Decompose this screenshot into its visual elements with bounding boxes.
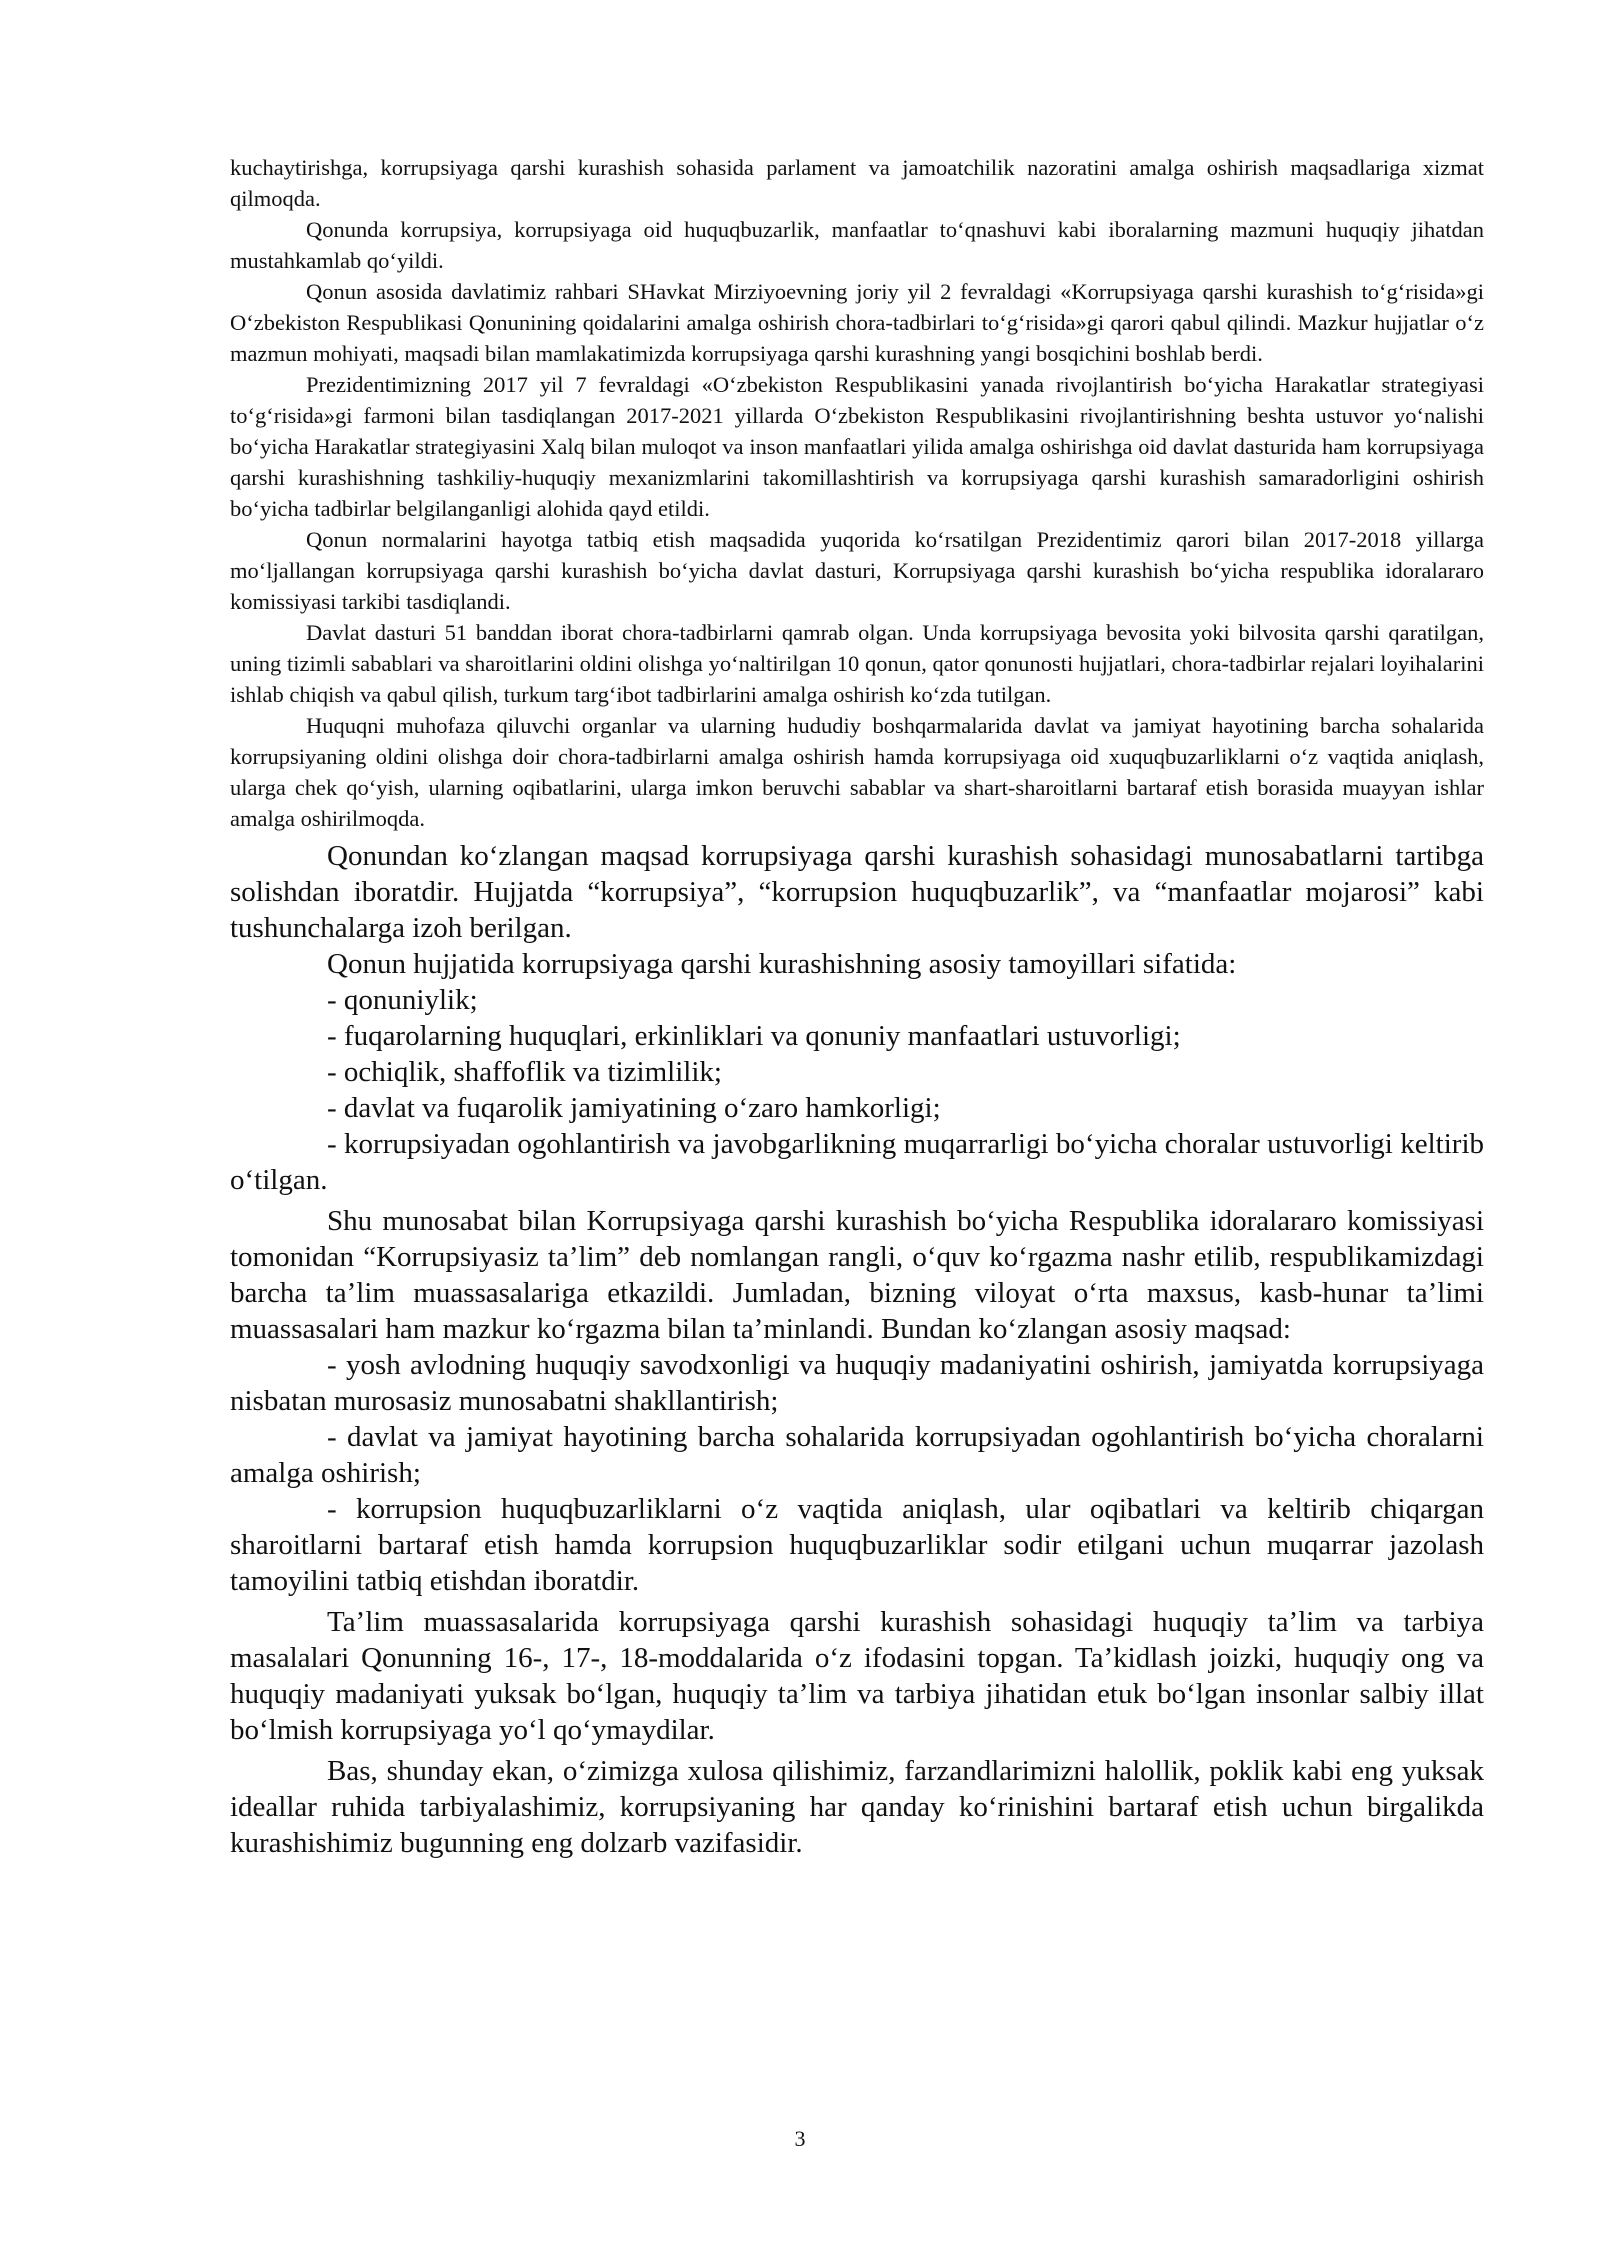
list-item: - yosh avlodning huquqiy savodxonligi va huquqiy madaniyatini oshirish, jamiyatda korrupsiyaga nisbatan murosasiz munosabatni shakllantirish;	[230, 1349, 1484, 1417]
paragraph: Davlat dasturi 51 banddan iborat chora-tadbirlarni qamrab olgan. Unda korrupsiyaga bevosita yoki bilvosita qarshi qaratilgan, uning tizimli sabablari va sharoitlarini oldini olishga yo‘naltirilgan 10 qonun, qator qonunosti hujjatlari, chora-tadbirlar rejalari loyihalarini ishlab chiqish va qabul qilish, turkum targ‘ibot tadbirlarini amalga oshirish ko‘zda tutilgan.	[230, 620, 1484, 707]
paragraph: Qonunda korrupsiya, korrupsiyaga oid huquqbuzarlik, manfaatlar to‘qnashuvi kabi iboralarning mazmuni huquqiy jihatdan mustahkamlab qo‘yildi.	[230, 217, 1484, 273]
paragraph: Prezidentimizning 2017 yil 7 fevraldagi «O‘zbekiston Respublikasini yanada rivojlantirish bo‘yicha Harakatlar strategiyasi to‘g‘risida»gi farmoni bilan tasdiqlangan 2017-2021 yillarda O‘zbekiston Respublikasini rivojlantirishning beshta ustuvor yo‘nalishi bo‘yicha Harakatlar strategiyasini Xalq bilan muloqot va inson manfaatlari yilida amalga oshirishga oid davlat dasturida ham korrupsiyaga qarshi kurashishning tashkiliy-huquqiy mexanizmlarini takomillashtirish va korrupsiyaga qarshi kurashish samaradorligini oshirish bo‘yicha tadbirlar belgilanganligi alohida qayd etildi.	[230, 372, 1484, 521]
paragraph: Qonun asosida davlatimiz rahbari SHavkat Mirziyoevning joriy yil 2 fevraldagi «Korrupsiyaga qarshi kurashish to‘g‘risida»gi O‘zbekiston Respublikasi Qonunining qoidalarini amalga oshirish chora-tadbirlari to‘g‘risida»gi qarori qabul qilindi. Mazkur hujjatlar o‘z mazmun mohiyati, maqsadi bilan mamlakatimizda korrupsiyaga qarshi kurashning yangi bosqichini boshlab berdi.	[230, 279, 1484, 366]
paragraph: Shu munosabat bilan Korrupsiyaga qarshi kurashish bo‘yicha Respublika idoralararo komissiyasi tomonidan “Korrupsiyasiz ta’lim” deb nomlangan rangli, o‘quv ko‘rgazma nashr etilib, respublikamizdagi barcha ta’lim muassasalariga etkazildi. Jumladan, bizning viloyat o‘rta maxsus, kasb-hunar ta’limi muassasalari ham mazkur ko‘rgazma bilan ta’minlandi. Bundan ko‘zlangan asosiy maqsad:	[230, 1205, 1484, 1345]
paragraph: kuchaytirishga, korrupsiyaga qarshi kurashish sohasida parlament va jamoatchilik nazoratini amalga oshirish maqsadlariga xizmat qilmoqda.	[230, 155, 1484, 211]
paragraph: Bas, shunday ekan, o‘zimizga xulosa qilishimiz, farzandlarimizni halollik, poklik kabi eng yuksak ideallar ruhida tarbiyalashimiz, korrupsiyaning har qanday ko‘rinishini bartaraf etish uchun birgalikda kurashishimiz bugunning eng dolzarb vazifasidir.	[230, 1755, 1484, 1859]
list-item: - qonuniylik;	[327, 984, 478, 1016]
paragraph: Ta’lim muassasalarida korrupsiyaga qarshi kurashish sohasidagi huquqiy ta’lim va tarbiya masalalari Qonunning 16-, 17-, 18-moddalarida o‘z ifodasini topgan. Ta’kidlash joizki, huquqiy ong va huquqiy madaniyati yuksak bo‘lgan, huquqiy ta’lim va tarbiya jihatidan etuk bo‘lgan insonlar salbiy illat bo‘lmish korrupsiyaga yo‘l qo‘ymaydilar.	[230, 1606, 1484, 1746]
list-intro: Qonun hujjatida korrupsiyaga qarshi kurashishning asosiy tamoyillari sifatida:	[327, 948, 1237, 980]
paragraph: Qonun normalarini hayotga tatbiq etish maqsadida yuqorida ko‘rsatilgan Prezidentimiz qarori bilan 2017-2018 yillarga mo‘ljallangan korrupsiyaga qarshi kurashish bo‘yicha davlat dasturi, Korrupsiyaga qarshi kurashish bo‘yicha respublika idoralararo komissiyasi tarkibi tasdiqlandi.	[230, 527, 1484, 614]
small-text-section	[230, 152, 1484, 834]
list-item: - ochiqlik, shaffoflik va tizimlilik;	[327, 1056, 722, 1088]
paragraph: Qonundan ko‘zlangan maqsad korrupsiyaga qarshi kurashish sohasidagi munosabatlarni tartibga solishdan iboratdir. Hujjatda “korrupsiya”, “korrupsion huquqbuzarlik”, va “manfaatlar mojarosi” kabi tushunchalarga izoh berilgan.	[230, 840, 1484, 944]
page-number: 3	[794, 2126, 806, 2151]
list-item: - fuqarolarning huquqlari, erkinliklari va qonuniy manfaatlari ustuvorligi;	[327, 1020, 1181, 1052]
large-text-section	[230, 838, 1484, 1861]
list-item: - korrupsiyadan ogohlantirish va javobgarlikning muqarrarligi bo‘yicha choralar ustuvorligi keltirib o‘tilgan.	[230, 1128, 1484, 1196]
paragraph: Huquqni muhofaza qiluvchi organlar va ularning hududiy boshqarmalarida davlat va jamiyat hayotining barcha sohalarida korrupsiyaning oldini olishga doir chora-tadbirlarni amalga oshirish hamda korrupsiyaga oid xuquqbuzarliklarni o‘z vaqtida aniqlash, ularga chek qo‘yish, ularning oqibatlarini, ularga imkon beruvchi sabablar va shart-sharoitlarni bartaraf etish borasida muayyan ishlar amalga oshirilmoqda.	[230, 713, 1484, 831]
list-item: - davlat va jamiyat hayotining barcha sohalarida korrupsiyadan ogohlantirish bo‘yicha choralarni amalga oshirish;	[230, 1421, 1484, 1489]
list-item: - korrupsion huquqbuzarliklarni o‘z vaqtida aniqlash, ular oqibatlari va keltirib chiqargan sharoitlarni bartaraf etish hamda korrupsion huquqbuzarliklar sodir etilgani uchun muqarrar jazolash tamoyilini tatbiq etishdan iboratdir.	[230, 1493, 1484, 1597]
document-body	[230, 152, 1484, 1861]
list-item: - davlat va fuqarolik jamiyatining o‘zaro hamkorligi;	[327, 1092, 941, 1124]
